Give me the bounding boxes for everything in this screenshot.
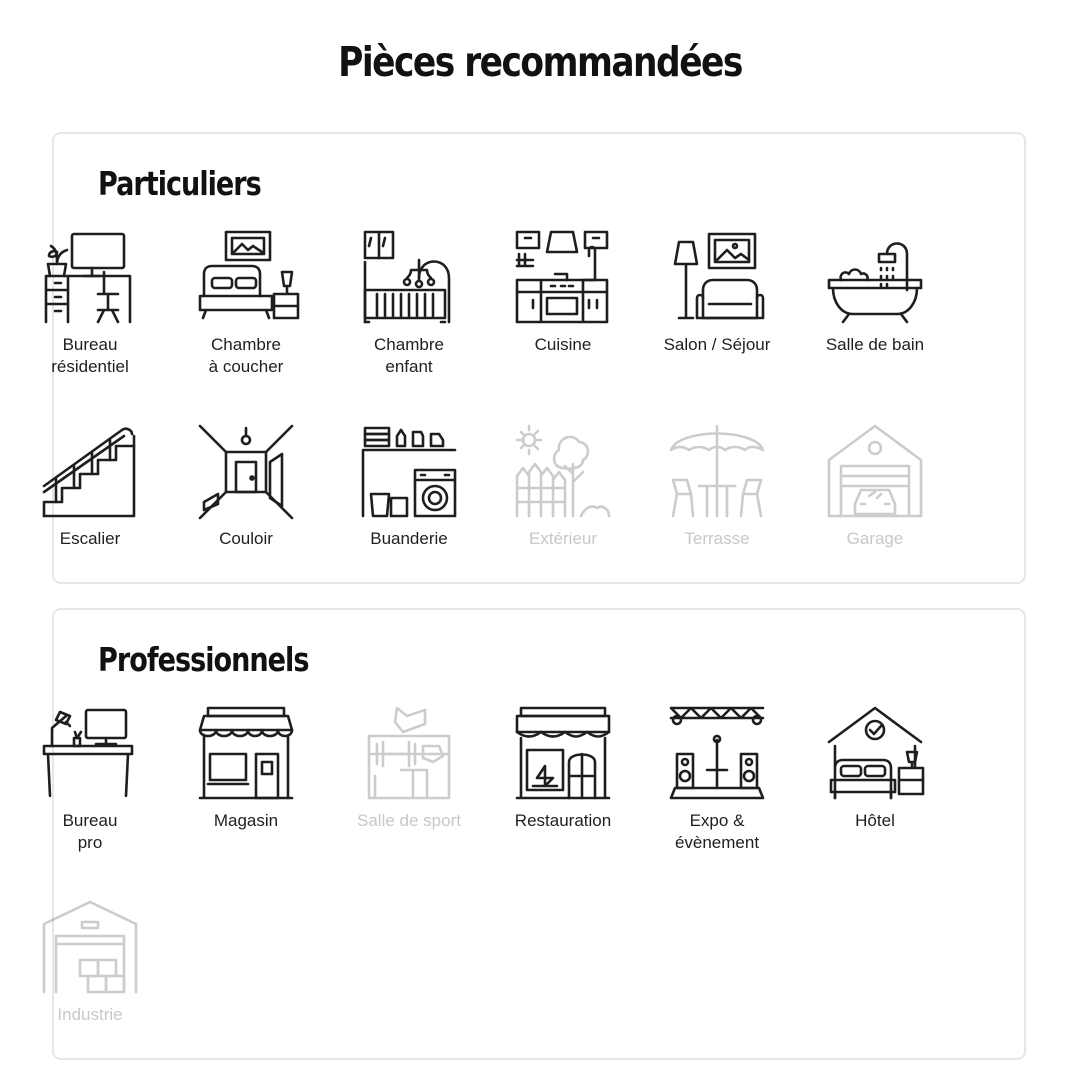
room-tile[interactable]	[13, 706, 167, 854]
hotel-bed-icon	[827, 706, 923, 802]
room-tile[interactable]	[486, 230, 640, 356]
room-tile[interactable]	[486, 424, 640, 550]
room-label: Hôtel	[855, 811, 895, 830]
section-particuliers	[52, 132, 1026, 584]
hallway-door-icon	[198, 424, 294, 520]
room-label: Chambre à coucher	[208, 335, 284, 376]
room-label: Salon / Séjour	[663, 335, 771, 354]
room-label: Cuisine	[534, 335, 592, 354]
room-label: Buanderie	[370, 529, 448, 548]
room-tile[interactable]	[13, 230, 167, 378]
room-tile[interactable]	[798, 424, 952, 550]
room-label: Extérieur	[528, 529, 598, 548]
event-stage-icon	[669, 706, 765, 802]
room-tile[interactable]	[640, 424, 794, 550]
room-tile[interactable]	[169, 230, 323, 378]
gym-icon	[361, 706, 457, 802]
section-title-professionnels: Professionnels	[98, 640, 309, 679]
room-label: Expo & évènement	[674, 811, 760, 852]
room-tile[interactable]	[169, 424, 323, 550]
room-label: Bureau résidentiel	[51, 335, 129, 376]
room-label: Salle de bain	[825, 335, 925, 354]
room-label: Escalier	[59, 529, 121, 548]
section-title-particuliers: Particuliers	[98, 164, 261, 203]
kitchen-icon	[515, 230, 611, 326]
double-bed-icon	[198, 230, 294, 326]
garage-car-icon	[827, 424, 923, 520]
room-label: Bureau pro	[62, 811, 118, 852]
section-professionnels	[52, 608, 1026, 1060]
warehouse-icon	[42, 900, 138, 996]
room-tile[interactable]	[798, 230, 952, 356]
page-title: Pièces recommandées	[338, 38, 742, 86]
room-label: Restauration	[514, 811, 612, 830]
room-tile[interactable]	[169, 706, 323, 832]
room-tile[interactable]	[640, 230, 794, 356]
storefront-awning-icon	[198, 706, 294, 802]
sofa-lamp-icon	[669, 230, 765, 326]
room-label: Magasin	[213, 811, 279, 830]
bathtub-shower-icon	[827, 230, 923, 326]
room-tile[interactable]	[640, 706, 794, 854]
room-label: Terrasse	[684, 529, 750, 548]
room-tile[interactable]	[13, 900, 167, 1026]
washing-machine-icon	[361, 424, 457, 520]
room-tile[interactable]	[13, 424, 167, 550]
room-tile[interactable]	[332, 706, 486, 832]
baby-crib-icon	[361, 230, 457, 326]
patio-umbrella-icon	[669, 424, 765, 520]
room-label: Chambre enfant	[374, 335, 444, 376]
room-tile[interactable]	[486, 706, 640, 832]
restaurant-front-icon	[515, 706, 611, 802]
room-label: Couloir	[219, 529, 273, 548]
room-label: Garage	[846, 529, 904, 548]
garden-fence-tree-icon	[515, 424, 611, 520]
room-label: Industrie	[57, 1005, 123, 1024]
home-office-desk-icon	[42, 230, 138, 326]
room-tile[interactable]	[332, 424, 486, 550]
room-label: Salle de sport	[357, 811, 461, 830]
room-tile[interactable]	[798, 706, 952, 832]
staircase-icon	[42, 424, 138, 520]
office-desk-computer-icon	[42, 706, 138, 802]
room-tile[interactable]	[332, 230, 486, 378]
